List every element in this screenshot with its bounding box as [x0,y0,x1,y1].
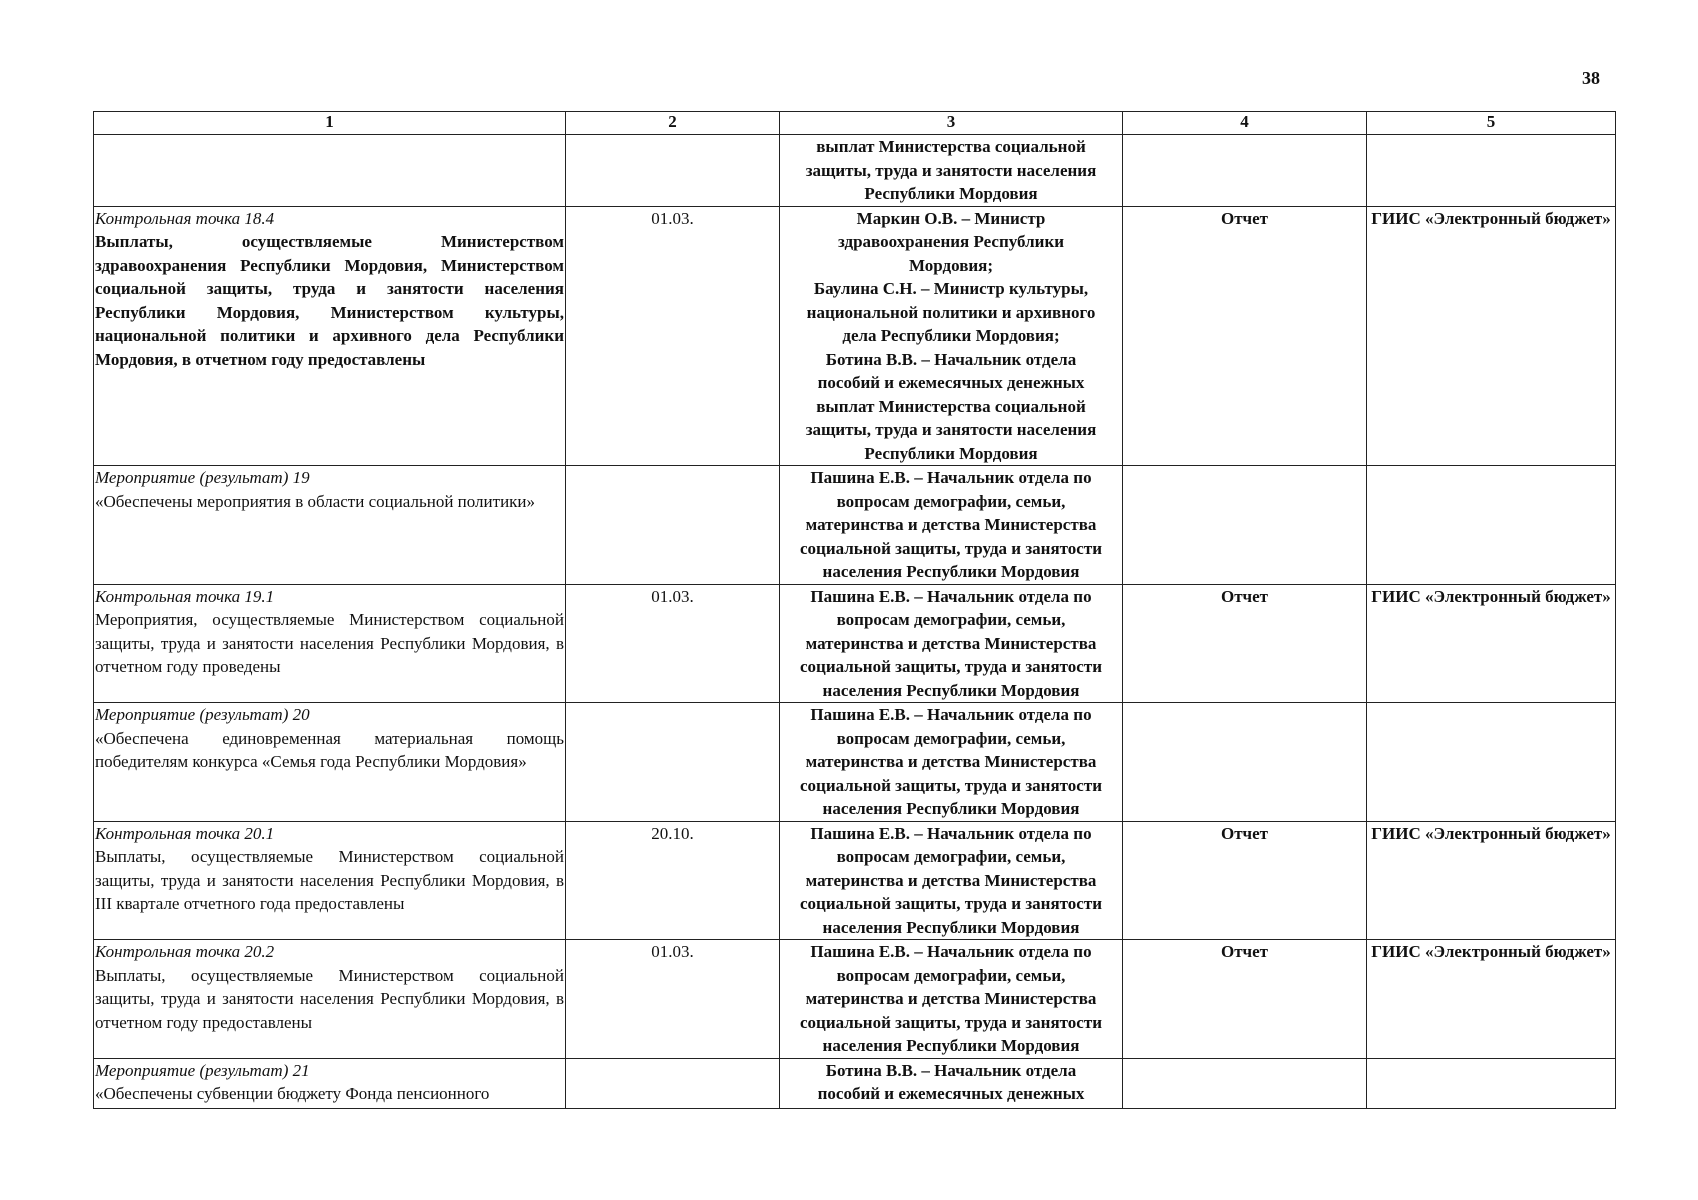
responsible-line: вопросам демографии, семьи, [836,965,1066,985]
responsible-line: здравоохранения Республики [837,232,1065,251]
activity-label: Мероприятие (результат) 19 [95,468,310,487]
result-document: Отчет [1220,586,1269,606]
cell-responsible [780,466,1123,585]
responsible-line: социальной защиты, труда и занятости [799,538,1102,558]
responsible-line: Мордовия; [908,255,994,275]
cell-result [1123,584,1367,703]
column-header-3: 3 [780,112,1123,135]
cell-system [1367,466,1616,585]
activity-description: Выплаты, осуществляемые Министерством социальной защиты, труда и занятости населения Республики Мордовия, в III квартале отчетного года предоставлены [95,847,564,913]
responsible-line: социальной защиты, труда и занятости [799,1012,1102,1032]
responsible-line: выплат Министерства социальной [816,396,1086,416]
responsible-line: вопросам демографии, семьи, [836,847,1066,866]
cell-result [1123,135,1367,207]
cell-system [1367,206,1616,466]
cell-system [1367,940,1616,1059]
responsible-line: Республики Мордовия [864,184,1038,203]
cell-responsible [780,135,1123,207]
table-row [94,584,1616,703]
due-date: 01.03. [651,208,694,228]
responsible-line: социальной защиты, труда и занятости [799,657,1102,676]
responsible-line: материнства и детства Министерства [805,989,1097,1008]
responsible-line: выплат Министерства социальной [816,137,1086,156]
cell-system [1367,821,1616,940]
responsible-line: дела Республики Мордовия; [842,326,1060,345]
due-date: 01.03. [651,586,694,606]
column-header-2: 2 [566,112,780,135]
cell-system [1367,584,1616,703]
cell-result [1123,1058,1367,1108]
responsible-line: населения Республики Мордовия [822,1036,1080,1055]
page-number: 38 [1582,68,1600,88]
activity-description: Выплаты, осуществляемые Министерством социальной защиты, труда и занятости населения Республики Мордовия, в отчетном году предоставлены [95,965,564,1032]
header-row [94,112,1616,135]
responsible-line: населения Республики Мордовия [822,917,1080,937]
table-body [94,135,1616,1109]
responsible-line: населения Республики Мордовия [822,680,1080,700]
cell-date [566,135,780,207]
due-date: 01.03. [651,942,694,961]
responsible-line: Баулина С.Н. – Министр культуры, [813,279,1089,298]
responsible-line: вопросам демографии, семьи, [836,728,1066,748]
cell-activity [94,584,566,703]
responsible-line: материнства и детства Министерства [805,870,1097,890]
activity-label: Контрольная точка 18.4 [95,208,275,228]
responsible-line: Республики Мордовия [864,443,1038,463]
activity-description: Мероприятия, осуществляемые Министерством социальной защиты, труда и занятости населения Республики Мордовия, в отчетном году проведены [95,610,564,676]
responsible-line: защиты, труда и занятости населения [805,160,1097,180]
cell-result [1123,703,1367,822]
cell-activity [94,703,566,822]
cell-date [566,206,780,466]
result-document: Отчет [1220,942,1269,961]
cell-responsible [780,821,1123,940]
responsible-line: социальной защиты, труда и занятости [799,894,1102,913]
cell-activity [94,1058,566,1108]
table-row [94,206,1616,466]
cell-responsible [780,940,1123,1059]
cell-activity [94,135,566,207]
responsible-line: Ботина В.В. – Начальник отдела [825,1060,1077,1080]
result-document: Отчет [1220,823,1269,843]
cell-result [1123,940,1367,1059]
due-date: 20.10. [651,823,694,843]
responsible-line: пособий и ежемесячных денежных [817,1084,1085,1103]
result-document: Отчет [1220,208,1269,228]
table-row [94,135,1616,207]
table-row [94,940,1616,1059]
cell-date [566,1058,780,1108]
activity-label: Контрольная точка 20.2 [95,942,275,961]
activity-description: «Обеспечена единовременная материальная помощь победителям конкурса «Семья года Республики Мордовия» [95,728,564,771]
cell-activity [94,821,566,940]
responsible-line: населения Республики Мордовия [822,799,1080,818]
cell-result [1123,466,1367,585]
responsible-line: материнства и детства Министерства [805,633,1097,653]
cell-responsible [780,1058,1123,1108]
activity-label: Контрольная точка 20.1 [95,823,275,843]
table-row [94,466,1616,585]
information-system: ГИИС «Электронный бюджет» [1371,942,1611,961]
table-row [94,1058,1616,1108]
cell-responsible [780,703,1123,822]
responsible-line: пособий и ежемесячных денежных [817,373,1085,392]
responsible-line: материнства и детства Министерства [805,515,1097,534]
cell-system [1367,703,1616,822]
cell-system [1367,135,1616,207]
activity-description: «Обеспечены мероприятия в области социальной политики» [95,491,536,511]
responsible-line: национальной политики и архивного [806,302,1096,322]
information-system: ГИИС «Электронный бюджет» [1371,823,1611,843]
activity-label: Контрольная точка 19.1 [95,586,275,606]
cell-date [566,703,780,822]
cell-activity [94,940,566,1059]
cell-responsible [780,584,1123,703]
activity-label: Мероприятие (результат) 21 [95,1060,310,1080]
responsible-line: Пашина Е.В. – Начальник отдела по [810,823,1092,843]
responsible-line: социальной защиты, труда и занятости [799,775,1102,795]
cell-system [1367,1058,1616,1108]
cell-result [1123,206,1367,466]
responsible-line: Пашина Е.В. – Начальник отдела по [810,942,1092,961]
table-row [94,821,1616,940]
table-header [94,112,1616,135]
responsible-line: Ботина В.В. – Начальник отдела [825,349,1077,369]
information-system: ГИИС «Электронный бюджет» [1371,586,1611,606]
responsible-line: населения Республики Мордовия [822,562,1080,581]
plan-table [93,111,1616,1109]
cell-activity [94,206,566,466]
activity-description: «Обеспечены субвенции бюджету Фонда пенсионного [95,1084,490,1103]
column-header-1: 1 [94,112,566,135]
activity-label: Мероприятие (результат) 20 [95,705,310,724]
cell-responsible [780,206,1123,466]
activity-description: Выплаты, осуществляемые Министерством здравоохранения Республики Мордовия, Министерством социальной защиты, труда и занятости населения Республики Мордовия, Министерством культуры, национальной политики и архивного дела Республики Мордовия, в отчетном году предоставлены [95,232,564,369]
responsible-line: Маркин О.В. – Министр [856,208,1046,228]
cell-date [566,466,780,585]
responsible-line: Пашина Е.В. – Начальник отдела по [810,586,1092,606]
cell-date [566,940,780,1059]
responsible-line: вопросам демографии, семьи, [836,610,1066,629]
table-row [94,703,1616,822]
column-header-4: 4 [1123,112,1367,135]
information-system: ГИИС «Электронный бюджет» [1371,208,1611,228]
responsible-line: вопросам демографии, семьи, [836,491,1066,511]
responsible-line: Пашина Е.В. – Начальник отдела по [810,468,1092,487]
responsible-line: Пашина Е.В. – Начальник отдела по [810,705,1092,724]
cell-date [566,821,780,940]
column-header-5: 5 [1367,112,1616,135]
responsible-line: материнства и детства Министерства [805,752,1097,771]
cell-result [1123,821,1367,940]
responsible-line: защиты, труда и занятости населения [805,420,1097,439]
cell-activity [94,466,566,585]
cell-date [566,584,780,703]
